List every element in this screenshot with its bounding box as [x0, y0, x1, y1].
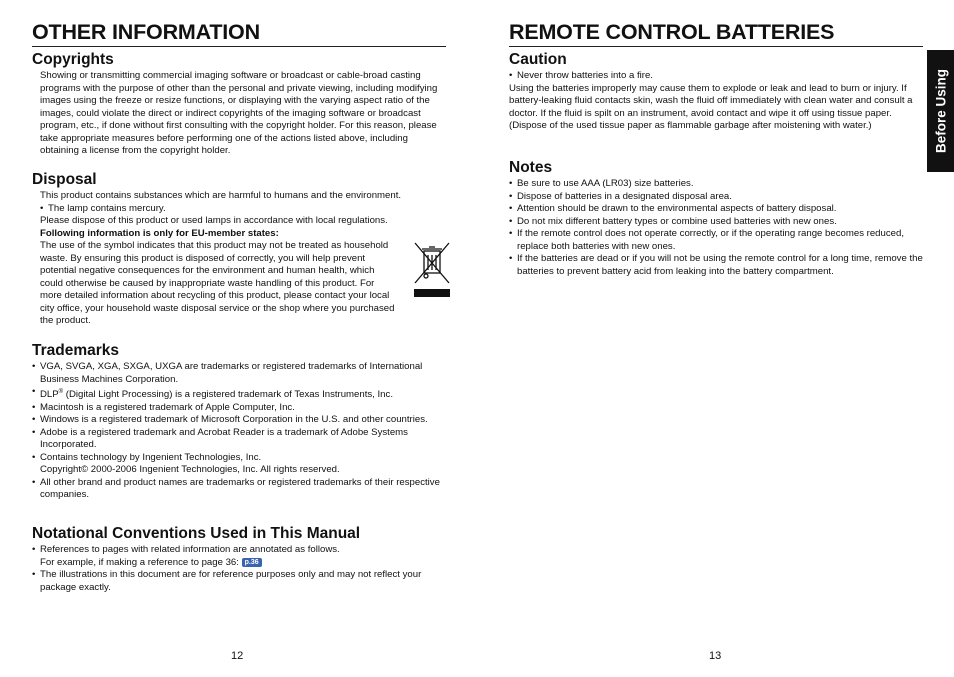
disposal-bullet-mercury: • The lamp contains mercury.	[40, 203, 446, 216]
trademark-item-microsoft: • Windows is a registered trademark of Microsoft Corporation in the U.S. and other countries.	[32, 414, 446, 427]
disposal-intro: This product contains substances which are harmful to humans and the environment.	[40, 190, 402, 201]
note-item: • Do not mix different battery types or combine used batteries with new ones.	[509, 216, 923, 229]
note-item: • If the batteries are dead or if you will not be using the remote control for a long time, remove the batteries to prevent battery acid from leaking into the battery compartment.	[509, 253, 923, 278]
notational-heading: Notational Conventions Used in This Manual	[32, 525, 361, 542]
notational-item-references: • References to pages with related information are annotated as follows. For example, if making a reference to page 36: p.36	[32, 544, 446, 569]
notes-section	[509, 159, 923, 278]
trademark-item-ibm: • VGA, SVGA, XGA, SXGA, UXGA are trademarks or registered trademarks of International Business Machines Corporation.	[32, 361, 446, 386]
copyrights-heading: Copyrights	[32, 51, 114, 68]
page-reference-badge: p.36	[242, 558, 262, 567]
note-item: • If the remote control does not operate correctly, or if the operating range becomes reduced, replace both batteries with new ones.	[509, 228, 923, 253]
trademarks-section	[32, 342, 446, 502]
note-item: • Dispose of batteries in a designated disposal area.	[509, 191, 923, 204]
note-item: • Be sure to use AAA (LR03) size batteries.	[509, 178, 923, 191]
notational-conventions-section	[32, 525, 446, 594]
notes-heading: Notes	[509, 159, 553, 176]
trademark-item-apple: • Macintosh is a registered trademark of Apple Computer, Inc.	[32, 402, 446, 415]
caution-heading: Caution	[509, 51, 567, 68]
trademark-item-adobe: • Adobe is a registered trademark and Acrobat Reader is a trademark of Adobe Systems Incorporated.	[32, 427, 446, 452]
left-page	[32, 0, 446, 677]
page-title-remote-control-batteries: REMOTE CONTROL BATTERIES	[509, 20, 923, 47]
disposal-heading: Disposal	[32, 171, 97, 188]
disposal-section	[32, 171, 446, 328]
trademark-item-others: • All other brand and product names are trademarks or registered trademarks of their respective companies.	[32, 477, 446, 502]
notational-item-illustrations: • The illustrations in this document are for reference purposes only and may not reflect your package exactly.	[32, 569, 446, 594]
page-number-right: 13	[709, 650, 722, 662]
copyrights-section	[32, 51, 446, 158]
ingenient-copyright: Copyright© 2000-2006 Ingenient Technologies, Inc. All rights reserved.	[40, 464, 340, 476]
caution-text: Using the batteries improperly may cause them to explode or leak and lead to burn or injury. If battery-leaking fluid contacts skin, wash the fluid off immediately with clean water and consult a doctor. If the fluid is spilt on an instrument, avoid contact and wipe it off using tissue paper. (Dispose of the used tissue paper as flammable garbage after moistening with water.)	[509, 82, 913, 131]
copyrights-text: Showing or transmitting commercial imaging software or broadcast or cable-broad casting programs with the purpose of other than the personal and private viewing, including modifying images using the freeze or resize functions, or displaying with the varying aspect ratio of the images, could violate the direct or indirect copyrights of the imaging software or broadcast program, etc., if done without first consulting with the copyright holder. For this reason, please take appropriate measures before performing one of the actions listed above, including obtaining a license from the copyright holder.	[40, 70, 438, 156]
note-item: • Attention should be drawn to the environmental aspects of battery disposal.	[509, 203, 923, 216]
trademarks-heading: Trademarks	[32, 342, 120, 359]
trademark-item-ingenient: • Contains technology by Ingenient Technologies, Inc. Copyright© 2000-2006 Ingenient Technologies, Inc. All rights reserved.	[32, 452, 446, 477]
page-number-left: 12	[231, 650, 244, 662]
trademark-item-dlp: • DLP® (Digital Light Processing) is a registered trademark of Texas Instruments, Inc.	[32, 386, 446, 402]
right-page	[509, 0, 923, 677]
side-tab-label: Before Using	[933, 68, 948, 154]
page-title-other-information: OTHER INFORMATION	[32, 20, 446, 47]
caution-section	[509, 51, 923, 133]
side-tab-before-using	[927, 50, 954, 172]
eu-heading: Following information is only for EU-member states:	[40, 227, 279, 239]
crossed-out-wheelie-bin-icon	[412, 240, 452, 298]
eu-text: The use of the symbol indicates that this product may not be treated as household waste. By ensuring this product is disposed of correctly, you will help prevent potential negative consequences for the environment and human health, which could otherwise be caused by inappropriate waste handling of this product. For more detailed information about recycling of this product, please contact your local city office, your household waste disposal service or the shop where you purchased the product.	[40, 240, 395, 326]
caution-bullet-fire: • Never throw batteries into a fire.	[509, 70, 923, 83]
disposal-regulations: Please dispose of this product or used lamps in accordance with local regulations.	[40, 215, 388, 226]
